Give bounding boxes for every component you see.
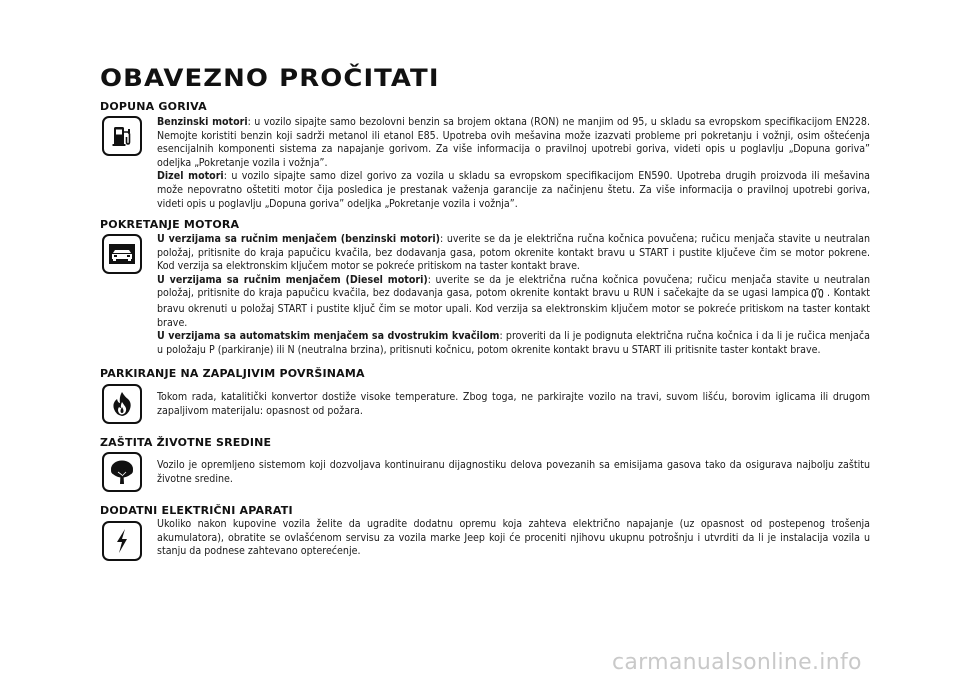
section-heading-fuel: DOPUNA GORIVA	[100, 100, 207, 113]
paragraph	[157, 459, 870, 486]
paragraph-lead: U verzijama sa ručnim menjačem (benzinski motori)	[157, 233, 440, 245]
section-body-parking	[157, 391, 870, 418]
paragraph-text: : uverite se da je električna ručna kočnica povučena; ručicu menjača stavite u neutralan položaj, pritisnite do kraja papučicu kvačila, bez dodavanja gasa, potom okrenite kontakt bravu u RUN i sačekajte da se ugasi lampica	[157, 273, 870, 300]
paragraph-text: : u vozilo sipajte samo dizel gorivo za vozila u skladu sa evropskom specifikacijom EN590. Upotreba drugih proizvoda ili mešavina može nepovratno oštetiti motor čija posledica je prestanak važenja garancije za načinjenu štetu. Za više informacija o pravilnoj upotrebi goriva, videti opis u poglavlju „Dopuna goriva” odeljka „Pokretanje vozila i vožnja”.	[157, 170, 870, 210]
section-body-engine-start	[157, 233, 870, 357]
paragraph	[157, 391, 870, 418]
car-icon	[102, 234, 142, 274]
paragraph	[157, 274, 870, 330]
paragraph-text: : proveriti da li je podignuta električna ručna kočnica i da li je ručica menjača u položaju P (parkiranje) ili N (neutralna brzina), pritisnuti kočnicu, potom okrenite kontakt bravu u START ili pritisnite taster kontakt brave.	[157, 330, 870, 356]
paragraph	[157, 330, 870, 357]
paragraph-text: : u vozilo sipajte samo bezolovni benzin sa brojem oktana (RON) ne manjim od 95, u skladu sa evropskom specifikacijom EN228. Nemojte koristiti benzin koji sadrži metanol ili etanol E85. Upotreba ovih mešavina može izazvati probleme pri pokretanju i vožnji, osim oštećenja esencijalnih komponenti sistema za napajanje gorivom. Za više informacija o pravilnoj upotrebi goriva, videti opis u poglavlju „Dopuna goriva” odeljka „Pokretanje vozila i vožnja”.	[157, 116, 870, 169]
section-body-environment	[157, 459, 870, 486]
watermark: carmanualsonline.info	[612, 650, 862, 675]
paragraph-text: : uverite se da je električna ručna kočnica povučena; ručicu menjača stavite u neutralan položaj, pritisnite do kraja papučicu kvačila, bez dodavanja gasa, potom okrenite kontakt bravu u START i pustite ključeve čim se motor pokrene. Kod verzija sa elektronskim ključem motor se pokreće pritiskom na taster kontakt brave.	[157, 233, 870, 273]
paragraph-text-continued: . Kontakt bravu okrenuti u položaj START i pustite ključ čim se motor upali. Kod verzija sa elektronskim ključem motor se pokreće pritiskom na taster kontakt brave.	[157, 287, 871, 329]
glow-plug-icon	[810, 288, 826, 303]
fuel-pump-icon	[102, 116, 142, 156]
paragraph-lead: Benzinski motori	[157, 116, 248, 128]
fire-icon	[102, 384, 142, 424]
paragraph-lead: Dizel motori	[157, 170, 224, 183]
section-heading-electrical: DODATNI ELEKTRIČNI APARATI	[100, 504, 293, 517]
tree-icon	[102, 452, 142, 492]
paragraph-lead: U verzijama sa automatskim menjačem sa dvostrukim kvačilom	[157, 330, 500, 343]
paragraph-text: Vozilo je opremljeno sistemom koji dozvoljava kontinuiranu dijagnostiku delova povezanih sa emisijama gasova tako da osigurava najbolju zaštitu životne sredine.	[157, 459, 870, 485]
section-heading-parking: PARKIRANJE NA ZAPALJIVIM POVRŠINAMA	[100, 367, 365, 380]
page-title: OBAVEZNO PROČITATI	[100, 64, 440, 92]
paragraph-lead: U verzijama sa ručnim menjačem (Diesel motori)	[157, 273, 428, 286]
paragraph	[157, 116, 870, 170]
section-body-fuel	[157, 116, 870, 211]
section-heading-engine-start: POKRETANJE MOTORA	[100, 218, 240, 231]
paragraph	[157, 233, 870, 274]
paragraph	[157, 518, 870, 559]
paragraph-text: Ukoliko nakon kupovine vozila želite da ugradite dodatnu opremu koja zahteva električno napajanje (uz opasnost od postepenog trošenja akumulatora), obratite se ovlašćenom servisu za vozila marke Jeep koji će proceniti njihovu ukupnu potrošnju i utvrditi da li je instalacija vozila u stanju da podnese zahtevano opterećenje.	[157, 518, 870, 558]
paragraph	[157, 170, 870, 211]
paragraph-text: Tokom rada, katalitički konvertor dostiže visoke temperature. Zbog toga, ne parkirajte vozilo na travi, suvom lišću, borovim iglicama ili drugom zapaljivom materijalu: opasnost od požara.	[157, 391, 870, 417]
lightning-icon	[102, 521, 142, 561]
section-body-electrical	[157, 518, 870, 559]
section-heading-environment: ZAŠTITA ŽIVOTNE SREDINE	[100, 436, 272, 449]
